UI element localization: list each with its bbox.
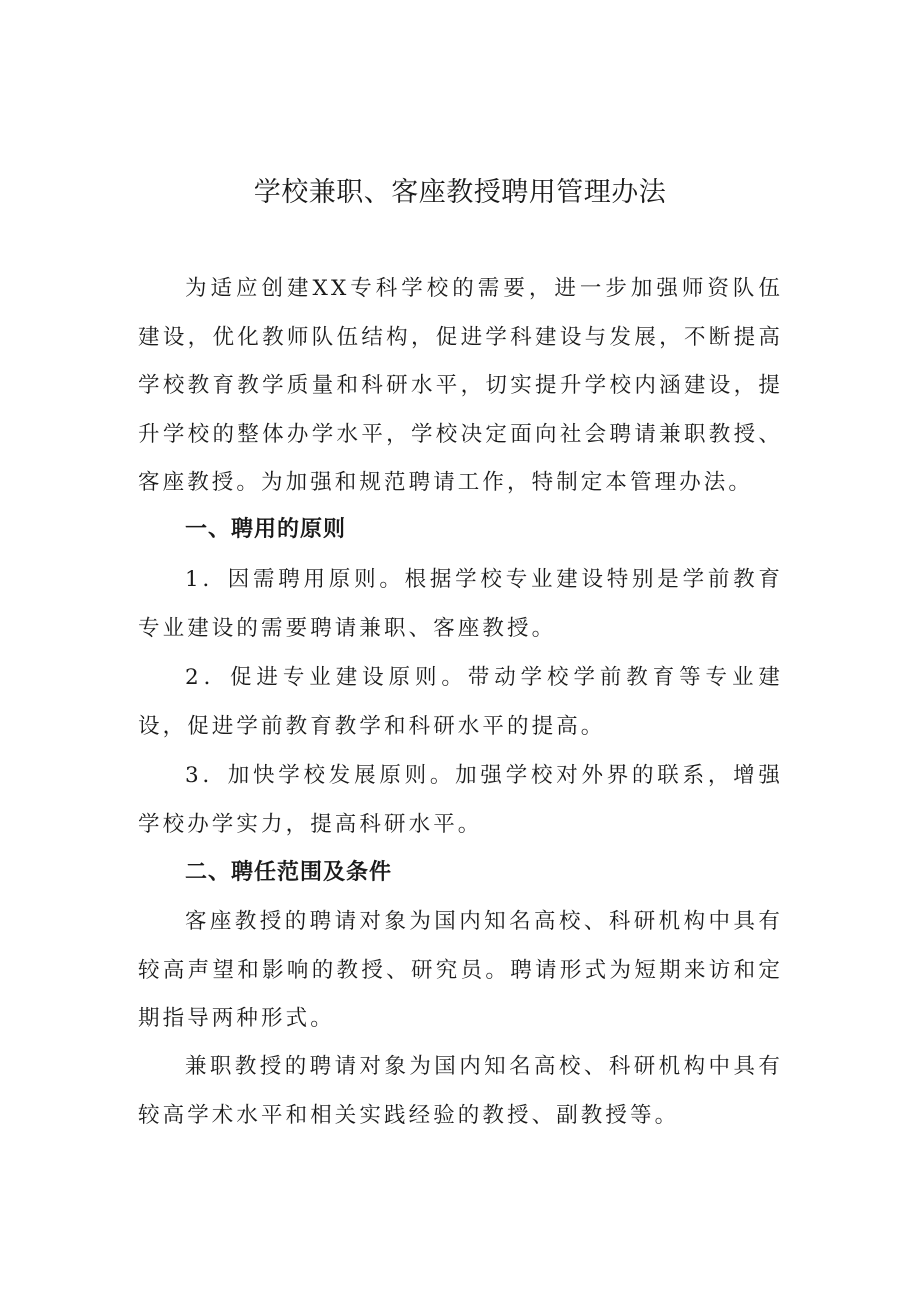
section-heading-scope: 二、聘任范围及条件 [185, 860, 393, 885]
adjunct-professor-paragraph: 兼职教授的聘请对象为国内知名高校、科研机构中具有较高学术水平和相关实践经验的教授、副教授等。 [138, 1054, 783, 1128]
principle-item-1: 1．因需聘用原则。根据学校专业建设特别是学前教育专业建设的需要聘请兼职、客座教授。 [138, 567, 783, 641]
visiting-professor-paragraph: 客座教授的聘请对象为国内知名高校、科研机构中具有较高声望和影响的教授、研究员。聘请形式为短期来访和定期指导两种形式。 [138, 909, 783, 1031]
document-title: 学校兼职、客座教授聘用管理办法 [253, 177, 667, 208]
section-heading-principles: 一、聘用的原则 [185, 517, 347, 542]
intro-paragraph: 为适应创建XX专科学校的需要，进一步加强师资队伍建设，优化教师队伍结构，促进学科建设与发展，不断提高学校教育教学质量和科研水平，切实提升学校内涵建设，提升学校的整体办学水平，学校决定面向社会聘请兼职教授、客座教授。为加强和规范聘请工作，特制定本管理办法。 [138, 276, 783, 495]
principle-item-3: 3．加快学校发展原则。加强学校对外界的联系，增强学校办学实力，提高科研水平。 [138, 763, 783, 837]
principle-item-2: 2．促进专业建设原则。带动学校学前教育等专业建设，促进学前教育教学和科研水平的提高。 [138, 665, 783, 739]
